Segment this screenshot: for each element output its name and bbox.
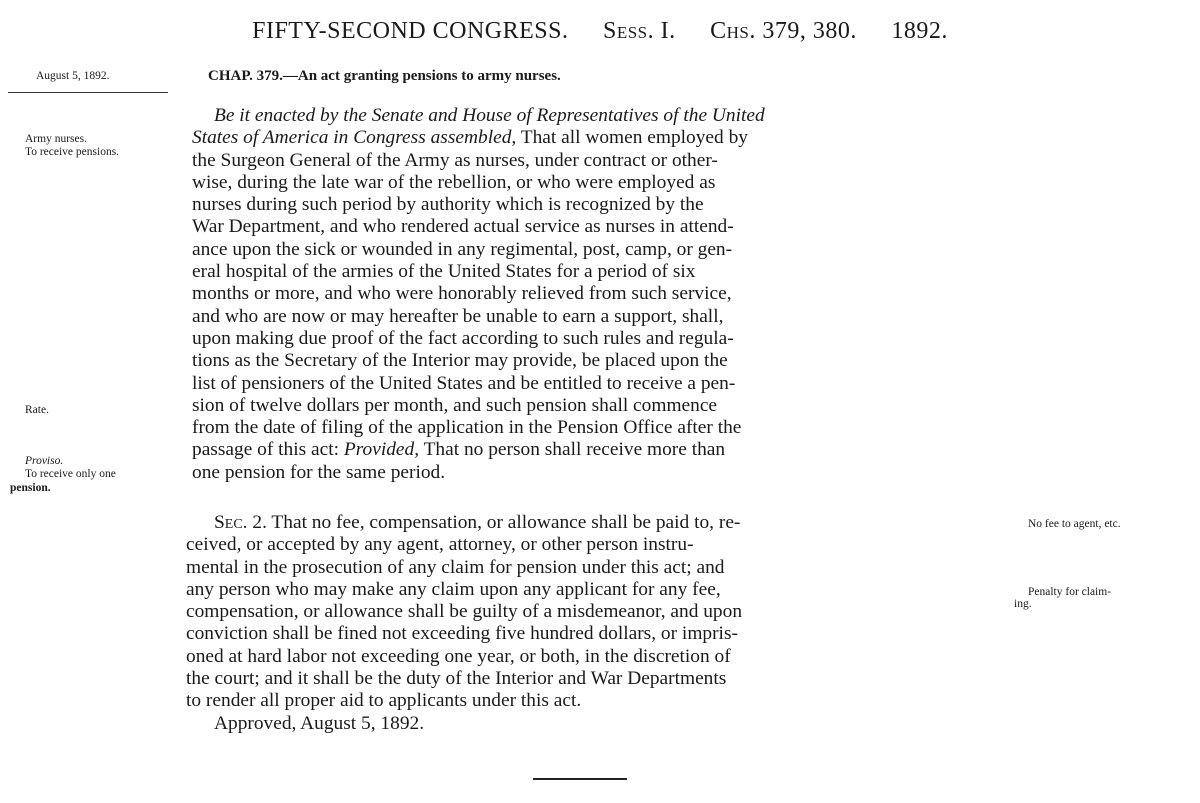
text-line: any person who may make any claim upon any applicant for any fee, xyxy=(186,578,721,600)
margin-one-pension-1: To receive only one xyxy=(25,468,116,480)
section-label: Sec. 2. xyxy=(214,512,267,533)
text-line: ceived, or accepted by any agent, attorney, or other person instru- xyxy=(186,534,694,556)
proviso-line: passage of this act: Provided, That no person shall receive more than xyxy=(192,439,726,461)
text-line: conviction shall be fined not exceeding five hundred dollars, or impris- xyxy=(186,623,738,645)
margin-penalty-2: ing. xyxy=(1014,598,1032,610)
header-year: 1892. xyxy=(891,18,948,44)
approved-line: Approved, August 5, 1892. xyxy=(214,712,425,734)
text-line: States of America in Congress assembled, That all women employed by xyxy=(192,127,748,149)
text-line: War Department, and who rendered actual service as nurses in attend- xyxy=(192,216,734,238)
text-line: wise, during the late war of the rebellion, or who were employed as xyxy=(192,171,716,193)
text-line: to render all proper aid to applicants under this act. xyxy=(186,690,582,712)
header-congress: FIFTY-SECOND CONGRESS. xyxy=(252,18,569,44)
margin-penalty-1: Penalty for claim- xyxy=(1028,586,1112,598)
enacting-clause: Be it enacted by the Senate and House of Representatives of the United xyxy=(214,105,765,126)
text-line: eral hospital of the armies of the United States for a period of six xyxy=(192,261,696,283)
margin-one-pension-2: pension. xyxy=(10,482,51,494)
text-line: ance upon the sick or wounded in any regimental, post, camp, or gen- xyxy=(192,238,733,260)
margin-no-fee: No fee to agent, etc. xyxy=(1028,518,1121,530)
section-1 xyxy=(192,105,765,484)
page-header xyxy=(0,18,1200,45)
text-line: compensation, or allowance shall be guilty of a misdemeanor, and upon xyxy=(186,601,743,623)
end-rule xyxy=(533,778,627,780)
margin-rate: Rate. xyxy=(25,404,49,416)
text-line: months or more, and who were honorably relieved from such service, xyxy=(192,283,732,305)
section-2 xyxy=(186,512,742,735)
date-rule xyxy=(8,92,168,93)
header-chapters: Chs. 379, 380. xyxy=(710,18,857,44)
text-line: and who are now or may hereafter be unable to earn a support, shall, xyxy=(192,305,724,327)
text-line: from the date of filing of the application in the Pension Office after the xyxy=(192,417,742,439)
header-session: Sess. I. xyxy=(603,18,676,44)
text-line: nurses during such period by authority which is recognized by the xyxy=(192,194,704,216)
text-line: oned at hard labor not exceeding one year, or both, in the discretion of xyxy=(186,645,731,667)
chapter-title: CHAP. 379.—An act granting pensions to army nurses. xyxy=(208,68,561,84)
margin-date: August 5, 1892. xyxy=(36,70,110,82)
text-line: sion of twelve dollars per month, and such pension shall commence xyxy=(192,394,718,416)
section-2-first-line: Sec. 2. That no fee, compensation, or allowance shall be paid to, re- xyxy=(214,512,741,533)
text-line: upon making due proof of the fact according to such rules and regula- xyxy=(192,327,734,349)
text-line: mental in the prosecution of any claim for pension under this act; and xyxy=(186,556,725,578)
text-line: one pension for the same period. xyxy=(192,461,446,483)
margin-proviso: Proviso. xyxy=(25,455,64,467)
text-line: list of pensioners of the United States and be entitled to receive a pen- xyxy=(192,372,736,394)
text-line: the Surgeon General of the Army as nurses, under contract or other- xyxy=(192,149,718,171)
margin-army-nurses: Army nurses. xyxy=(25,133,87,145)
margin-to-receive-pensions: To receive pensions. xyxy=(25,146,120,158)
text-line: the court; and it shall be the duty of the Interior and War Departments xyxy=(186,668,727,690)
text-line: tions as the Secretary of the Interior may provide, be placed upon the xyxy=(192,350,728,372)
